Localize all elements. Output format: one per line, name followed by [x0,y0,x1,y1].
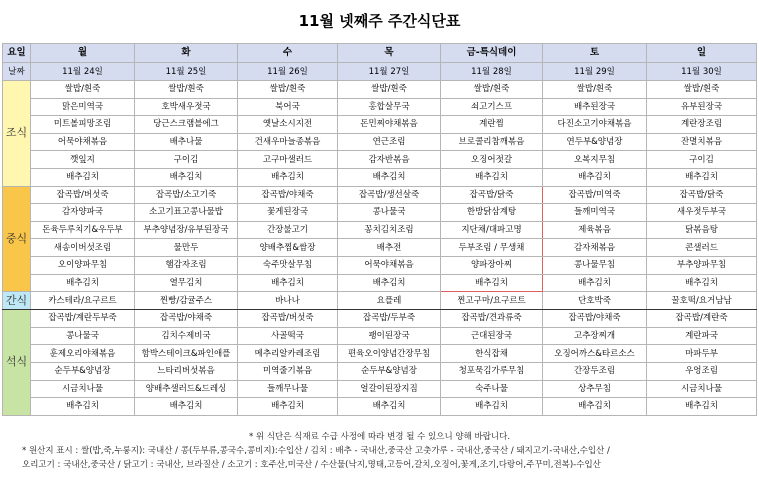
menu-item: 오징어젓갈 [441,151,543,169]
menu-item: 시금치나물 [647,380,757,398]
menu-item: 상추무침 [543,380,647,398]
menu-item: 오이양파무침 [31,256,135,274]
menu-item: 돈민찌야채볶음 [338,116,441,134]
menu-item: 잡곡밥/닭죽 [647,186,757,204]
menu-item: 지단채/대파고명 [441,221,543,239]
menu-item: 잡곡밥/견과류죽 [441,310,543,328]
menu-item: 간장두조림 [543,362,647,380]
menu-item: 구이김 [647,151,757,169]
day-header: 화 [135,44,238,63]
menu-item: 우엉조림 [647,362,757,380]
menu-item: 메추리알카레조림 [238,345,338,363]
menu-item: 고구마샐러드 [238,151,338,169]
menu-item: 제육볶음 [543,221,647,239]
menu-item: 오복지무침 [543,151,647,169]
menu-item: 쇠고기스프 [441,98,543,116]
day-header: 금-특식데이 [441,44,543,63]
menu-item: 브로콜리참깨볶음 [441,133,543,151]
menu-item: 숙주나물 [441,380,543,398]
snack-item: 찐빵/감귤주스 [135,292,238,310]
menu-item: 쌀밥/흰죽 [441,81,543,99]
menu-item: 양배추샐러드&드레싱 [135,380,238,398]
menu-item: 잔멸치볶음 [647,133,757,151]
menu-item: 어묵야채볶음 [31,133,135,151]
menu-item: 부추양념장/유부된장국 [135,221,238,239]
menu-item: 북어국 [238,98,338,116]
menu-item: 얼갈이된장지짐 [338,380,441,398]
menu-item: 콩나물무침 [543,256,647,274]
menu-item: 부추양파무침 [647,256,757,274]
menu-item: 잡곡밥/야채죽 [238,186,338,204]
snack-item: 단호박죽 [543,292,647,310]
menu-item: 배추나물 [135,133,238,151]
menu-item: 배추김치 [31,168,135,186]
menu-item: 들깨미역국 [543,204,647,222]
menu-item: 콘샐러드 [647,239,757,257]
menu-item: 잡곡밥/미역죽 [543,186,647,204]
date-header: 11월 27일 [338,63,441,81]
day-header: 수 [238,44,338,63]
menu-item: 배추김치 [31,274,135,292]
menu-item: 햄감자조림 [135,256,238,274]
menu-item: 맑은미역국 [31,98,135,116]
menu-item: 쌀밥/흰죽 [543,81,647,99]
menu-item: 느타리버섯볶음 [135,362,238,380]
menu-item: 배추김치 [441,398,543,416]
menu-item: 새우젓두부국 [647,204,757,222]
menu-item: 미역줄기볶음 [238,362,338,380]
menu-item: 배추김치 [647,274,757,292]
menu-item: 감자반볶음 [338,151,441,169]
menu-item: 훈제오리야채볶음 [31,345,135,363]
day-header: 토 [543,44,647,63]
date-label-cell: 날짜 [3,63,31,81]
menu-item: 양파장아찌 [441,256,543,274]
menu-item: 배추김치 [647,168,757,186]
date-header: 11월 26일 [238,63,338,81]
menu-item: 계란찜 [441,116,543,134]
menu-item: 연두부&양념장 [543,133,647,151]
menu-item: 배추김치 [543,274,647,292]
menu-item: 감자양파국 [31,204,135,222]
menu-item: 배추김치 [238,398,338,416]
notice-text: * 위 식단은 식재료 수급 사정에 따라 변경 될 수 있으니 양해 바랍니다. [248,432,511,442]
menu-item: 간장불고기 [238,221,338,239]
menu-item: 배추김치 [338,168,441,186]
menu-item: 청포묵김가루무침 [441,362,543,380]
day-label-cell: 요일 [3,44,31,63]
day-header: 목 [338,44,441,63]
date-header: 11월 28일 [441,63,543,81]
menu-item: 사골떡국 [238,327,338,345]
menu-item: 새송이버섯조림 [31,239,135,257]
menu-item: 잡곡밥/버섯죽 [238,310,338,328]
menu-item: 쌀밥/흰죽 [135,81,238,99]
breakfast-label: 조식 [3,81,31,187]
menu-item: 배추김치 [338,398,441,416]
menu-item: 들깨무나물 [238,380,338,398]
lunch-label: 중식 [3,186,31,292]
menu-item: 건새우마늘종볶음 [238,133,338,151]
menu-item: 배추김치 [338,274,441,292]
menu-item: 잡곡밥/닭죽 [441,186,543,204]
menu-item: 소고기표고콩나물밥 [135,204,238,222]
menu-item: 쌀밥/흰죽 [338,81,441,99]
menu-item: 쌀밥/흰죽 [647,81,757,99]
menu-item: 물만두 [135,239,238,257]
menu-item: 한식잡채 [441,345,543,363]
page-title: 11월 넷째주 주간식단표 [298,11,461,30]
day-header: 일 [647,44,757,63]
menu-item: 배추김치 [647,398,757,416]
menu-item: 꽁치김치조림 [338,221,441,239]
menu-item: 시금치나물 [31,380,135,398]
menu-item: 배추김치 [135,168,238,186]
menu-item: 돈육두루치기&우두부 [31,221,135,239]
origin-text-2: 오리고기 : 국내산,중국산 / 닭고기 : 국내산, 브라질산 / 소고기 : 호주산,미국산 / 수산물(낙지,명태,고등어,갈치,오징어,꽃게,조기,다랑어,주꾸미,전복)-수입산 [22,460,601,470]
snack-item: 꿀호떡/요거남남 [647,292,757,310]
menu-item: 구이김 [135,151,238,169]
menu-item: 배추김치 [543,398,647,416]
menu-item: 콩나물국 [338,204,441,222]
menu-item: 두부조림 / 무생채 [441,239,543,257]
snack-item: 찐고구마/요구르트 [441,292,543,310]
snack-label: 간식 [3,292,31,310]
menu-item: 콩나물국 [31,327,135,345]
menu-item: 팽이된장국 [338,327,441,345]
date-header: 11월 24일 [31,63,135,81]
menu-item: 김치수제비국 [135,327,238,345]
snack-item: 바나나 [238,292,338,310]
origin-text-1: * 원산지 표시 : 쌀(밥,죽,누룽지): 국내산 / 콩(두부류,콩국수,콩비지):수입산 / 김치 : 배추 - 국내산,중국산 고춧가루 - 국내산,중국산 / 돼지고기-국내산,수입산 / [22,446,610,456]
menu-item: 순두부&양념장 [31,362,135,380]
menu-item: 근대된장국 [441,327,543,345]
menu-item: 미트볼피망조림 [31,116,135,134]
menu-item: 유부된장국 [647,98,757,116]
menu-item: 배추김치 [543,168,647,186]
menu-item: 옛날소시지전 [238,116,338,134]
menu-item: 당근스크램블에그 [135,116,238,134]
menu-item: 함박스테이크&파인애플 [135,345,238,363]
menu-item: 배추김치 [238,168,338,186]
menu-item: 계란장조림 [647,116,757,134]
menu-item: 홍합살무국 [338,98,441,116]
menu-item: 어묵야채볶음 [338,256,441,274]
day-header: 월 [31,44,135,63]
menu-item: 배추된장국 [543,98,647,116]
menu-item: 마파두부 [647,345,757,363]
menu-item: 쌀밥/흰죽 [31,81,135,99]
menu-item: 닭볶음탕 [647,221,757,239]
menu-item: 배추전 [338,239,441,257]
menu-item: 열무김치 [135,274,238,292]
menu-item: 잡곡밥/생선살죽 [338,186,441,204]
menu-item: 호박새우젓국 [135,98,238,116]
menu-item: 배추김치 [31,398,135,416]
snack-item: 카스테라/요구르트 [31,292,135,310]
date-header: 11월 25일 [135,63,238,81]
menu-item: 잡곡밥/계란죽 [647,310,757,328]
date-header: 11월 30일 [647,63,757,81]
menu-item: 양배추찜&쌈장 [238,239,338,257]
menu-item: 계란파국 [647,327,757,345]
menu-item: 배추김치 [441,274,543,292]
menu-item: 다진소고기야채볶음 [543,116,647,134]
menu-item: 잡곡밥/계란두부죽 [31,310,135,328]
menu-item: 잡곡밥/야채죽 [543,310,647,328]
notes [0,430,759,472]
menu-item: 연근조림 [338,133,441,151]
menu-item: 잡곡밥/버섯죽 [31,186,135,204]
menu-item: 잡곡밥/두부죽 [338,310,441,328]
menu-item: 배추김치 [238,274,338,292]
menu-item: 한방닭삼계탕 [441,204,543,222]
menu-item: 순두부&양념장 [338,362,441,380]
menu-item: 편육오이양념간장무침 [338,345,441,363]
menu-item: 쌀밥/흰죽 [238,81,338,99]
snack-item: 요플레 [338,292,441,310]
menu-item: 배추김치 [441,168,543,186]
menu-item: 깻잎지 [31,151,135,169]
dinner-label: 석식 [3,310,31,416]
weekly-menu-table [2,43,757,416]
menu-item: 잡곡밥/소고기죽 [135,186,238,204]
menu-item: 잡곡밥/야채죽 [135,310,238,328]
menu-item: 고추장찌개 [543,327,647,345]
menu-item: 숙주맛살무침 [238,256,338,274]
date-header: 11월 29일 [543,63,647,81]
menu-item: 배추김치 [135,398,238,416]
menu-item: 꽃게된장국 [238,204,338,222]
menu-item: 감자채볶음 [543,239,647,257]
menu-item: 오징어까스&타르소스 [543,345,647,363]
